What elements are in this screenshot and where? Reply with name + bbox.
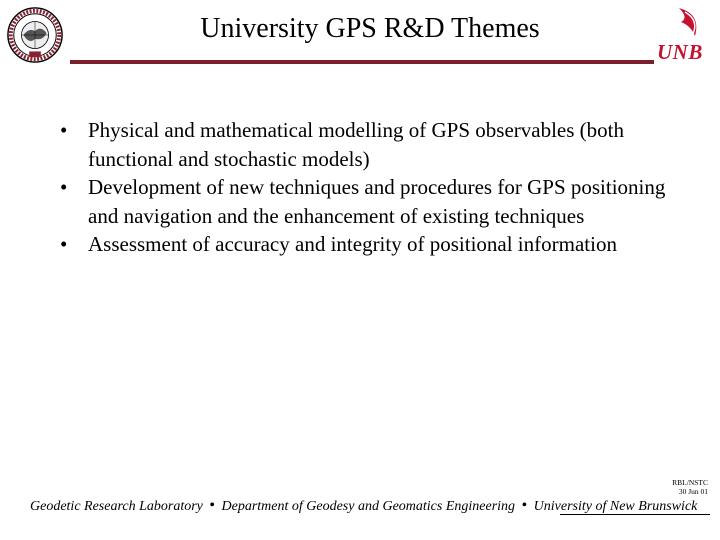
footer-lab: Geodetic Research Laboratory bbox=[30, 499, 203, 514]
bullet-list bbox=[60, 116, 680, 259]
bullet-text: Assessment of accuracy and integrity of positional information bbox=[88, 232, 617, 256]
footer-separator: • bbox=[209, 497, 215, 514]
unb-logo-text: UNB bbox=[657, 40, 703, 64]
bullet-dot: • bbox=[60, 118, 68, 142]
bullet-text: Physical and mathematical modelling of GPS observables (both functional and stochastic models) bbox=[88, 118, 624, 171]
ref-line-2: 30 Jun 01 bbox=[678, 487, 708, 496]
page-title: University GPS R&D Themes bbox=[200, 13, 540, 44]
bullet-text: Development of new techniques and procedures for GPS positioning and navigation and the enhancement of existing techniques bbox=[88, 175, 666, 228]
footer-university: University of New Brunswick bbox=[533, 499, 698, 514]
footer-separator: • bbox=[521, 497, 528, 514]
reference-code bbox=[672, 478, 708, 496]
bullet-dot: • bbox=[60, 175, 68, 199]
bullet-dot: • bbox=[60, 232, 68, 256]
university-seal-icon bbox=[6, 6, 64, 64]
bullet-item bbox=[60, 173, 680, 230]
footer-underline bbox=[560, 514, 710, 515]
ref-line-1: RBL/NSTC bbox=[672, 478, 708, 487]
footer bbox=[30, 497, 710, 515]
footer-department: Department of Geodesy and Geomatics Engineering bbox=[221, 499, 516, 514]
title-underline bbox=[70, 60, 654, 64]
bullet-item bbox=[60, 116, 680, 173]
bullet-item bbox=[60, 230, 680, 259]
